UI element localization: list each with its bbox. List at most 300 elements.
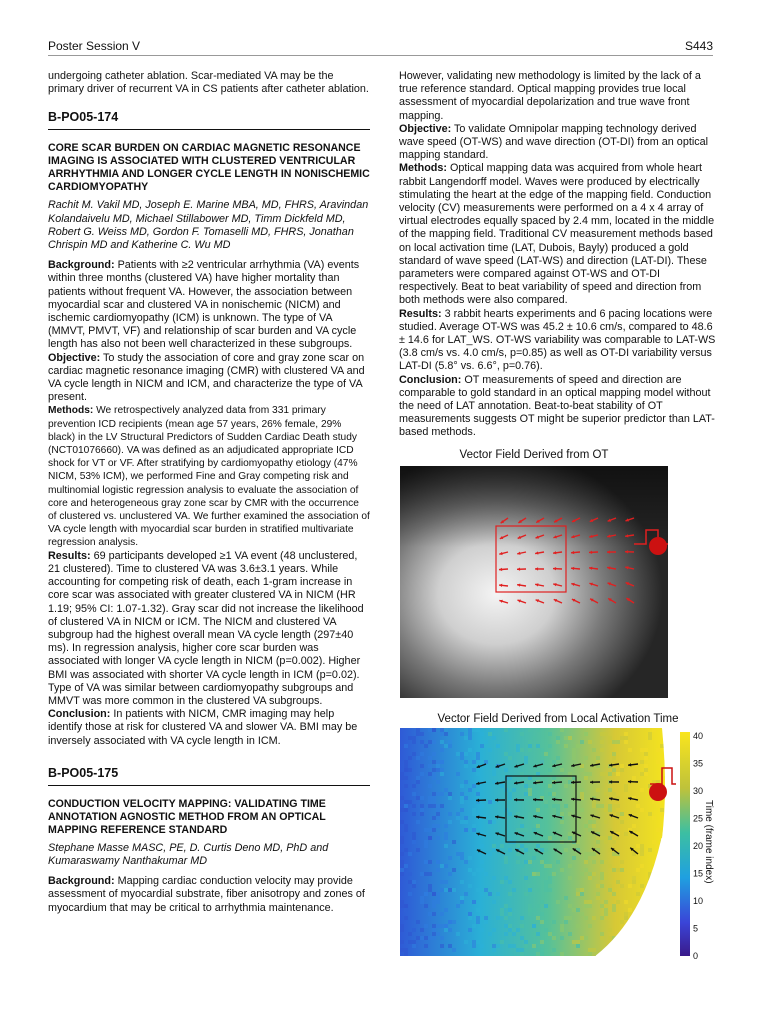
heatmap-cell [600, 884, 604, 888]
heatmap-cell [524, 756, 528, 760]
heatmap-cell [660, 808, 664, 812]
objective-174 [48, 352, 370, 405]
methods-label: Methods: [399, 162, 447, 175]
heatmap-cell [540, 900, 544, 904]
results-174 [48, 550, 370, 708]
methods-text: We retrospectively analyzed data from 331 primary prevention ICD recipients (mean age 57 years, 26% female, 29% black) in the LV Structural Predictors of Sudden Cardiac Death study (NCT01076660). VA was defined as an adjudicated appropriate ICD shock for VT or VF. After stratifying by cardiomyopathy etiology (47% NICM, 53% ICM), we performed Fine and Gray competing risk and multinomial logistic regression analysis to evaluate the association of core and heterogeneous gray zone scar by CMR with the occurrence of clustered vs. unclustered VA. We further examined the association of VA cycle length with myocardial scar burden in stratified multivariate regression analysis. [48, 405, 370, 549]
heatmap-cell [612, 840, 616, 844]
heatmap-cell [420, 900, 424, 904]
heatmap-cell [592, 820, 596, 824]
heatmap-cell [612, 756, 616, 760]
heatmap-cell [536, 760, 540, 764]
left-column [48, 70, 370, 915]
heatmap-cell [552, 936, 556, 940]
heatmap-cell [496, 892, 500, 896]
heatmap-cell [464, 736, 468, 740]
heatmap-cell [616, 804, 620, 808]
heatmap-cell [432, 760, 436, 764]
heatmap-cell [424, 840, 428, 844]
heatmap-cell [460, 808, 464, 812]
heatmap-cell [492, 928, 496, 932]
heatmap-cell [516, 828, 520, 832]
heatmap-cell [444, 832, 448, 836]
heatmap-cell [584, 852, 588, 856]
heatmap-cell [440, 772, 444, 776]
heatmap-cell [600, 872, 604, 876]
heatmap-cell [404, 744, 408, 748]
heatmap-cell [480, 844, 484, 848]
heatmap-cell [436, 860, 440, 864]
heatmap-cell [436, 892, 440, 896]
heatmap-cell [436, 812, 440, 816]
heatmap-cell [416, 936, 420, 940]
heatmap-cell [624, 832, 628, 836]
heatmap-cell [448, 944, 452, 948]
heatmap-cell [544, 804, 548, 808]
heatmap-cell [484, 920, 488, 924]
heatmap-cell [408, 872, 412, 876]
heatmap-cell [604, 792, 608, 796]
heatmap-cell [636, 844, 640, 848]
heatmap-cell [408, 932, 412, 936]
heatmap-cell [592, 860, 596, 864]
heatmap-cell [436, 764, 440, 768]
heatmap-cell [588, 872, 592, 876]
heatmap-cell [604, 840, 608, 844]
heatmap-cell [568, 836, 572, 840]
heatmap-cell [524, 848, 528, 852]
heatmap-cell [436, 824, 440, 828]
heatmap-cell [540, 952, 544, 956]
heatmap-cell [664, 888, 668, 892]
heatmap-cell [604, 876, 608, 880]
colorbar-tick-label: 25 [693, 813, 704, 824]
heatmap-cell [620, 764, 624, 768]
heatmap-cell [644, 752, 648, 756]
heatmap-cell [536, 916, 540, 920]
heatmap-cell [656, 908, 660, 912]
heatmap-cell [532, 872, 536, 876]
heatmap-cell [576, 940, 580, 944]
heatmap-cell [464, 780, 468, 784]
heatmap-cell [528, 908, 532, 912]
heatmap-cell [572, 856, 576, 860]
heatmap-cell [532, 880, 536, 884]
heatmap-cell [620, 884, 624, 888]
heatmap-cell [640, 760, 644, 764]
heatmap-cell [508, 892, 512, 896]
results-175 [399, 308, 718, 374]
heatmap-cell [400, 776, 404, 780]
heatmap-cell [644, 772, 648, 776]
heatmap-cell [460, 900, 464, 904]
heatmap-cell [468, 728, 472, 732]
heatmap-cell [604, 732, 608, 736]
heatmap-cell [532, 932, 536, 936]
heatmap-cell [400, 840, 404, 844]
heatmap-cell [552, 804, 556, 808]
heatmap-cell [560, 812, 564, 816]
heatmap-cell [436, 868, 440, 872]
colorbar-tick-label: 40 [693, 731, 704, 741]
heatmap-cell [552, 792, 556, 796]
heatmap-cell [464, 816, 468, 820]
heatmap-cell [464, 764, 468, 768]
heatmap-cell [492, 768, 496, 772]
heatmap-cell [664, 828, 668, 832]
heatmap-cell [400, 796, 404, 800]
heatmap-cell [572, 756, 576, 760]
heatmap-cell [484, 740, 488, 744]
heatmap-cell [440, 924, 444, 928]
heatmap-cell [412, 812, 416, 816]
heatmap-cell [548, 768, 552, 772]
heatmap-cell [544, 848, 548, 852]
heatmap-cell [656, 748, 660, 752]
heatmap-cell [456, 816, 460, 820]
heatmap-cell [652, 932, 656, 936]
heatmap-cell [436, 792, 440, 796]
heatmap-cell [432, 900, 436, 904]
heatmap-cell [528, 888, 532, 892]
heatmap-cell [660, 880, 664, 884]
heatmap-cell [448, 820, 452, 824]
heatmap-cell [420, 740, 424, 744]
heatmap-cell [476, 756, 480, 760]
heatmap-cell [568, 832, 572, 836]
heatmap-cell [584, 860, 588, 864]
heatmap-cell [560, 820, 564, 824]
heatmap-cell [428, 836, 432, 840]
heatmap-cell [640, 848, 644, 852]
heatmap-cell [600, 732, 604, 736]
heatmap-cell [536, 824, 540, 828]
heatmap-cell [632, 776, 636, 780]
heatmap-cell [504, 728, 508, 732]
heatmap-cell [660, 944, 664, 948]
heatmap-cell [408, 768, 412, 772]
heatmap-cell [580, 792, 584, 796]
heatmap-cell [528, 912, 532, 916]
heatmap-cell [436, 896, 440, 900]
heatmap-cell [616, 952, 620, 956]
heatmap-cell [520, 828, 524, 832]
heatmap-cell [580, 768, 584, 772]
heatmap-cell [476, 792, 480, 796]
heatmap-cell [604, 912, 608, 916]
heatmap-cell [432, 816, 436, 820]
heatmap-cell [412, 836, 416, 840]
heatmap-cell [524, 892, 528, 896]
heatmap-cell [596, 788, 600, 792]
heatmap-cell [608, 888, 612, 892]
heatmap-cell [508, 944, 512, 948]
heatmap-cell [432, 776, 436, 780]
heatmap-cell [412, 832, 416, 836]
heatmap-cell [472, 944, 476, 948]
heatmap-cell [568, 904, 572, 908]
heatmap-cell [588, 876, 592, 880]
abstract-id-175: B-PO05-175 [48, 766, 370, 786]
heatmap-cell [400, 864, 404, 868]
heatmap-cell [412, 740, 416, 744]
heatmap-cell [600, 772, 604, 776]
heatmap-cell [464, 796, 468, 800]
heatmap-cell [624, 916, 628, 920]
heatmap-cell [448, 928, 452, 932]
heatmap-cell [540, 760, 544, 764]
heatmap-cell [592, 748, 596, 752]
heatmap-cell [596, 756, 600, 760]
heatmap-cell [488, 820, 492, 824]
methods-text: Optical mapping data was acquired from whole heart rabbit Langendorff model. Waves were produced by electrically stimulating the heart at the edge of the mapping field. Conduction velocity (CV) measurements were performed on a 4 x 4 array of virtual electrodes equally spaced by 2.4 mm, located in the middle of the mapping field. Traditional CV measurement methods based on local activation time (LAT, Dubois, Bayly) produced a gold standard of wave speed (LAT-WS) and direction (LAT-DI). These parameters were compared against OT-WS and OT-DI respectively. Beat to beat variability of speed and direction from both methods were also compared. [399, 162, 715, 307]
heatmap-cell [572, 940, 576, 944]
heatmap-cell [440, 748, 444, 752]
heatmap-cell [528, 744, 532, 748]
heatmap-cell [444, 836, 448, 840]
heatmap-cell [492, 772, 496, 776]
heatmap-cell [584, 856, 588, 860]
heatmap-cell [528, 760, 532, 764]
heatmap-cell [440, 732, 444, 736]
heatmap-cell [612, 852, 616, 856]
conclusion-label: Conclusion: [399, 373, 462, 386]
heatmap-cell [620, 952, 624, 956]
heatmap-cell [664, 776, 668, 780]
heatmap-cell [512, 928, 516, 932]
heatmap-cell [632, 824, 636, 828]
heatmap-cell [516, 860, 520, 864]
heatmap-cell [428, 936, 432, 940]
colorbar-label: Time (frame index) [703, 800, 714, 884]
heatmap-cell [600, 740, 604, 744]
heatmap-cell [460, 756, 464, 760]
objective-text: To validate Omnipolar mapping technology derived wave speed (OT-WS) and wave direction (OT-DI) from an optical mapping standard. [399, 122, 709, 162]
heatmap-cell [460, 752, 464, 756]
heatmap-cell [496, 744, 500, 748]
heatmap-cell [576, 744, 580, 748]
heatmap-cell [596, 836, 600, 840]
heatmap-cell [464, 940, 468, 944]
heatmap-cell [432, 932, 436, 936]
heatmap-cell [568, 876, 572, 880]
results-text: 3 rabbit hearts experiments and 6 pacing locations were studied. Average OT-WS was 45.2 ± 10.6 cm/s, compared to 48.6 ± 14.6 for LAT_WS. OT-WS variability was comparable to LAT-WS (3.8 cm/s vs. 4.0 cm/s, p=0.85) as well as OT-DI variability versus LAT-DI (5.8° vs. 6.6°, p=0.76). [399, 307, 716, 373]
heatmap-cell [544, 904, 548, 908]
heatmap-cell [568, 864, 572, 868]
heatmap-cell [416, 780, 420, 784]
heatmap-cell [516, 928, 520, 932]
heatmap-cell [400, 872, 404, 876]
heatmap-cell [656, 928, 660, 932]
heatmap-cell [576, 892, 580, 896]
heatmap-cell [656, 828, 660, 832]
heatmap-cell [432, 796, 436, 800]
heatmap-cell [508, 792, 512, 796]
heatmap-cell [436, 816, 440, 820]
heatmap-cell [528, 812, 532, 816]
heatmap-cell [540, 948, 544, 952]
heatmap-cell [528, 904, 532, 908]
heatmap-cell [424, 904, 428, 908]
heatmap-cell [416, 796, 420, 800]
heatmap-cell [436, 836, 440, 840]
heatmap-cell [536, 872, 540, 876]
heatmap-cell [468, 732, 472, 736]
heatmap-cell [552, 948, 556, 952]
heatmap-cell [516, 844, 520, 848]
heatmap-cell [428, 912, 432, 916]
heatmap-cell [640, 808, 644, 812]
heatmap-cell [400, 852, 404, 856]
heatmap-cell [656, 804, 660, 808]
heatmap-cell [420, 936, 424, 940]
heatmap-cell [528, 728, 532, 732]
continuation-paragraph: However, validating new methodology is limited by the lack of a true reference standard. Optical mapping provides true local assessment of myocardial depolarization and true wave front mapping. [399, 70, 701, 122]
heatmap-cell [548, 864, 552, 868]
heatmap-cell [448, 796, 452, 800]
heatmap-cell [560, 936, 564, 940]
heatmap-cell [492, 844, 496, 848]
heatmap-cell [564, 916, 568, 920]
heatmap-cell [656, 928, 660, 932]
page-header [48, 39, 713, 56]
heatmap-cell [608, 836, 612, 840]
heatmap-cell [412, 884, 416, 888]
heatmap-cell [564, 896, 568, 900]
heatmap-cell [560, 952, 564, 956]
heatmap-cell [664, 896, 668, 900]
heatmap-cell [432, 740, 436, 744]
heatmap-cell [524, 944, 528, 948]
heatmap-cell [488, 852, 492, 856]
heatmap-cell [472, 728, 476, 732]
heatmap-cell [568, 736, 572, 740]
heatmap-cell [564, 920, 568, 924]
heatmap-cell [452, 948, 456, 952]
heatmap-cell [620, 920, 624, 924]
heatmap-cell [524, 876, 528, 880]
heatmap-cell [644, 748, 648, 752]
heatmap-cell [432, 752, 436, 756]
heatmap-cell [512, 944, 516, 948]
heatmap-cell [424, 892, 428, 896]
heatmap-cell [432, 800, 436, 804]
heatmap-cell [500, 880, 504, 884]
heatmap-cell [632, 928, 636, 932]
heatmap-cell [576, 924, 580, 928]
heatmap-cell [520, 748, 524, 752]
heatmap-cell [484, 916, 488, 920]
heatmap-cell [532, 908, 536, 912]
heatmap-cell [460, 796, 464, 800]
heatmap-cell [632, 876, 636, 880]
heatmap-cell [412, 944, 416, 948]
heatmap-cell [660, 812, 664, 816]
heatmap-cell [664, 732, 668, 736]
heatmap-cell [416, 776, 420, 780]
heatmap-cell [556, 900, 560, 904]
heatmap-cell [400, 928, 404, 932]
heatmap-cell [544, 888, 548, 892]
figure2-title: Vector Field Derived from Local Activation Time [437, 713, 679, 725]
heatmap-cell [528, 748, 532, 752]
heatmap-cell [660, 896, 664, 900]
heatmap-cell [520, 916, 524, 920]
heatmap-cell [444, 864, 448, 868]
heatmap-cell [452, 888, 456, 892]
heatmap-cell [420, 928, 424, 932]
heatmap-cell [660, 852, 664, 856]
heatmap-cell [472, 808, 476, 812]
heatmap-cell [436, 804, 440, 808]
heatmap-cell [432, 892, 436, 896]
heatmap-cell [620, 820, 624, 824]
heatmap-cell [608, 936, 612, 940]
heatmap-cell [580, 740, 584, 744]
heatmap-cell [428, 784, 432, 788]
heatmap-cell [468, 912, 472, 916]
heatmap-cell [600, 916, 604, 920]
heatmap-cell [524, 828, 528, 832]
heatmap-cell [552, 760, 556, 764]
heatmap-cell [540, 748, 544, 752]
heatmap-cell [588, 820, 592, 824]
heatmap-cell [624, 784, 628, 788]
heatmap-cell [608, 952, 612, 956]
heatmap-cell [432, 768, 436, 772]
heatmap-cell [472, 824, 476, 828]
heatmap-cell [600, 860, 604, 864]
heatmap-cell [548, 744, 552, 748]
heatmap-cell [528, 780, 532, 784]
heatmap-cell [588, 924, 592, 928]
heatmap-cell [604, 772, 608, 776]
heatmap-cell [452, 920, 456, 924]
heatmap-cell [600, 932, 604, 936]
heatmap-cell [616, 812, 620, 816]
heatmap-cell [444, 824, 448, 828]
heatmap-cell [640, 908, 644, 912]
heatmap-cell [624, 740, 628, 744]
heatmap-cell [524, 940, 528, 944]
heatmap-cell [460, 856, 464, 860]
heatmap-cell [432, 728, 436, 732]
heatmap-cell [608, 864, 612, 868]
heatmap-cell [556, 860, 560, 864]
heatmap-cell [492, 848, 496, 852]
heatmap-cell [408, 852, 412, 856]
heatmap-cell [400, 808, 404, 812]
heatmap-cell [440, 740, 444, 744]
heatmap-cell [620, 948, 624, 952]
heatmap-cell [512, 888, 516, 892]
heatmap-cell [592, 872, 596, 876]
heatmap-cell [472, 812, 476, 816]
heatmap-cell [488, 892, 492, 896]
background-label: Background: [48, 875, 115, 888]
heatmap-cell [636, 804, 640, 808]
heatmap-cell [448, 888, 452, 892]
heatmap-cell [520, 936, 524, 940]
heatmap-cell [468, 856, 472, 860]
heatmap-cell [536, 952, 540, 956]
heatmap-cell [480, 804, 484, 808]
heatmap-cell [608, 884, 612, 888]
heatmap-cell [544, 752, 548, 756]
heatmap-cell [548, 836, 552, 840]
heatmap-cell [568, 932, 572, 936]
heatmap-cell [612, 768, 616, 772]
